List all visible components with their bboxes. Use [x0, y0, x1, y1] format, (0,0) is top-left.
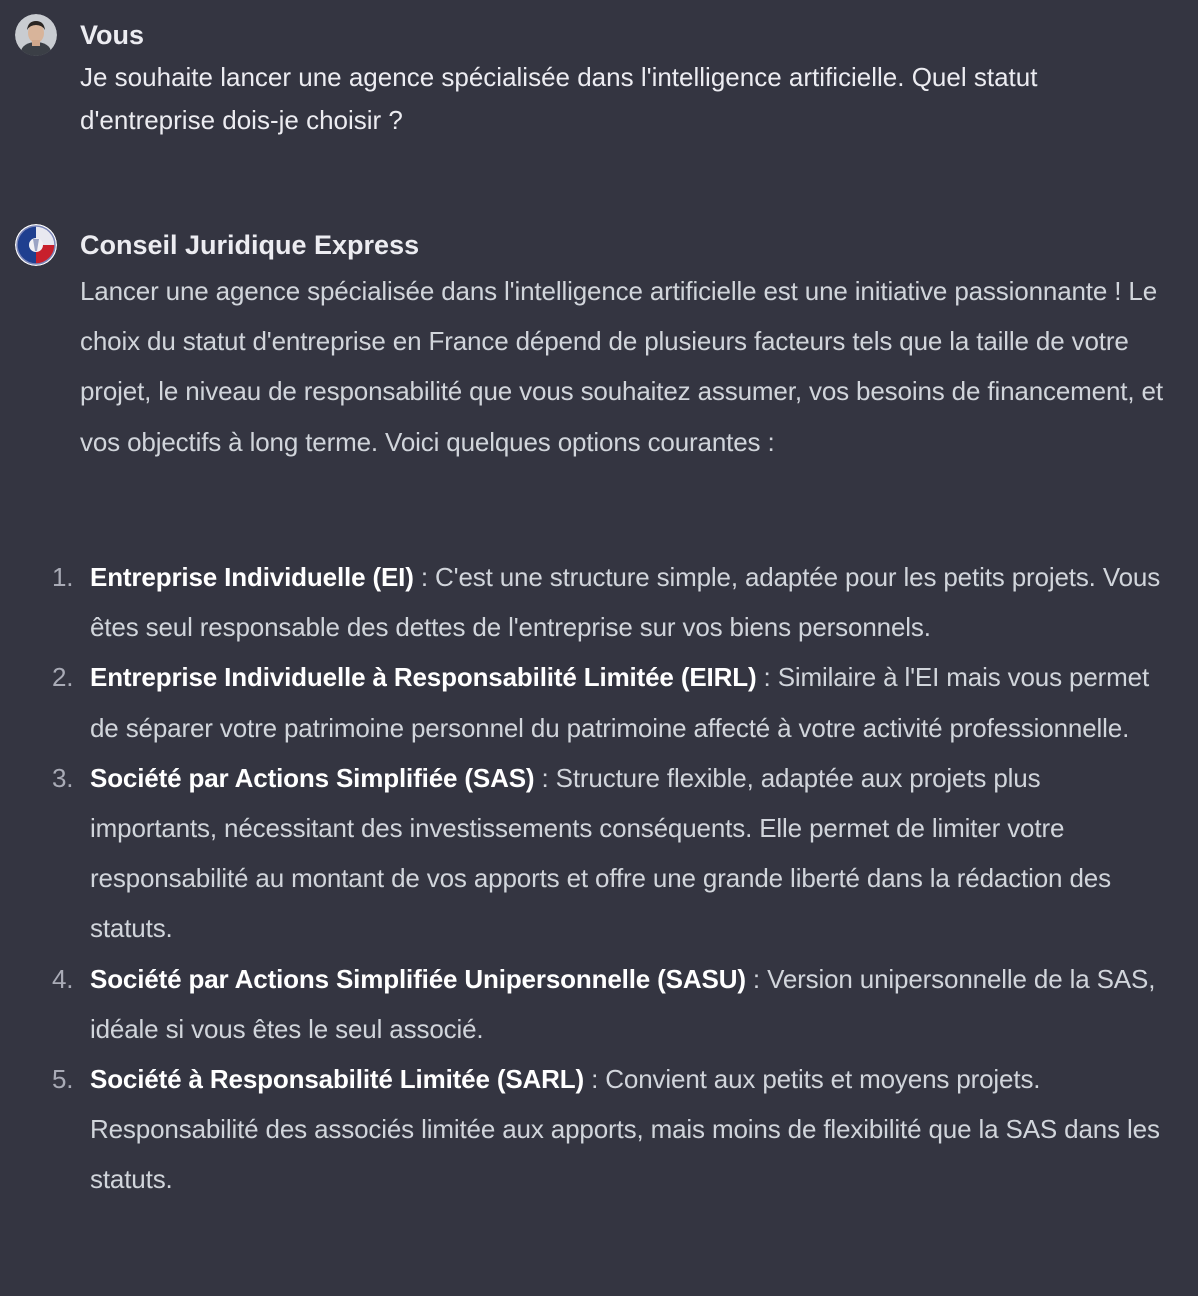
list-item-description: Convient aux petits et moyens projets. Responsabilité des associés limitée aux apports, mais moins de flexibilité que la SAS dans les statuts. [90, 1064, 1160, 1195]
list-item-separator: : [745, 963, 768, 994]
list-item [0, 1054, 1198, 1205]
list-item-description: C'est une structure simple, adaptée pour les petits projets. Vous êtes seul responsable des dettes de l'entreprise sur vos biens personnels. [90, 562, 1161, 643]
list-item-title: Société à Responsabilité Limitée (SARL) [90, 1064, 585, 1095]
user-message-text: Je souhaite lancer une agence spécialisée dans l'intelligence artificielle. Quel statut d'entreprise dois-je choisir ? [80, 62, 1038, 135]
list-item-separator: : [413, 562, 435, 592]
list-item-title: Société par Actions Simplifiée (SAS) [90, 762, 535, 793]
assistant-avatar [15, 224, 57, 266]
list-item-description: Structure flexible, adaptée aux projets plus importants, nécessitant des investissements conséquents. Elle permet de limiter votre responsabilité au montant de vos apports et offre une grande liberté dans la rédaction des statuts. [90, 762, 1111, 944]
list-item-title: Entreprise Individuelle à Responsabilité Limitée (EIRL) [90, 662, 757, 693]
assistant-intro-text: Lancer une agence spécialisée dans l'intelligence artificielle est une initiative passionnante ! Le choix du statut d'entreprise en France dépend de plusieurs facteurs tels que la taille de votre projet, le niveau de responsabilité que vous souhaitez assumer, vos besoins de financement, et vos objectifs à long terme. Voici quelques options courantes : [80, 276, 1163, 457]
list-item [0, 954, 1198, 1054]
list-item-number: 3. [52, 762, 74, 793]
list-item-title: Société par Actions Simplifiée Unipersonnelle (SASU) [90, 963, 746, 994]
list-item-description: Version unipersonnelle de la SAS, idéale si vous êtes le seul associé. [90, 963, 1156, 1044]
list-item-number: 4. [52, 963, 74, 994]
list-item-title: Entreprise Individuelle (EI) [90, 562, 414, 592]
list-item-number: 1. [52, 562, 74, 592]
list-item-separator: : [584, 1064, 606, 1095]
list-item-separator: : [756, 662, 778, 693]
list-item-description: Similaire à l'EI mais vous permet de séparer votre patrimoine personnel du patrimoine affecté à votre activité professionnelle. [90, 662, 1150, 743]
assistant-author-name: Conseil Juridique Express [80, 230, 420, 260]
list-item [0, 552, 1198, 652]
list-item [0, 652, 1198, 752]
list-item-number: 5. [52, 1064, 74, 1095]
user-author-name: Vous [80, 20, 145, 50]
user-avatar [15, 14, 57, 56]
list-item-separator: : [534, 762, 556, 793]
company-status-list [0, 552, 1198, 1205]
list-item [0, 753, 1198, 954]
list-item-number: 2. [52, 662, 74, 693]
